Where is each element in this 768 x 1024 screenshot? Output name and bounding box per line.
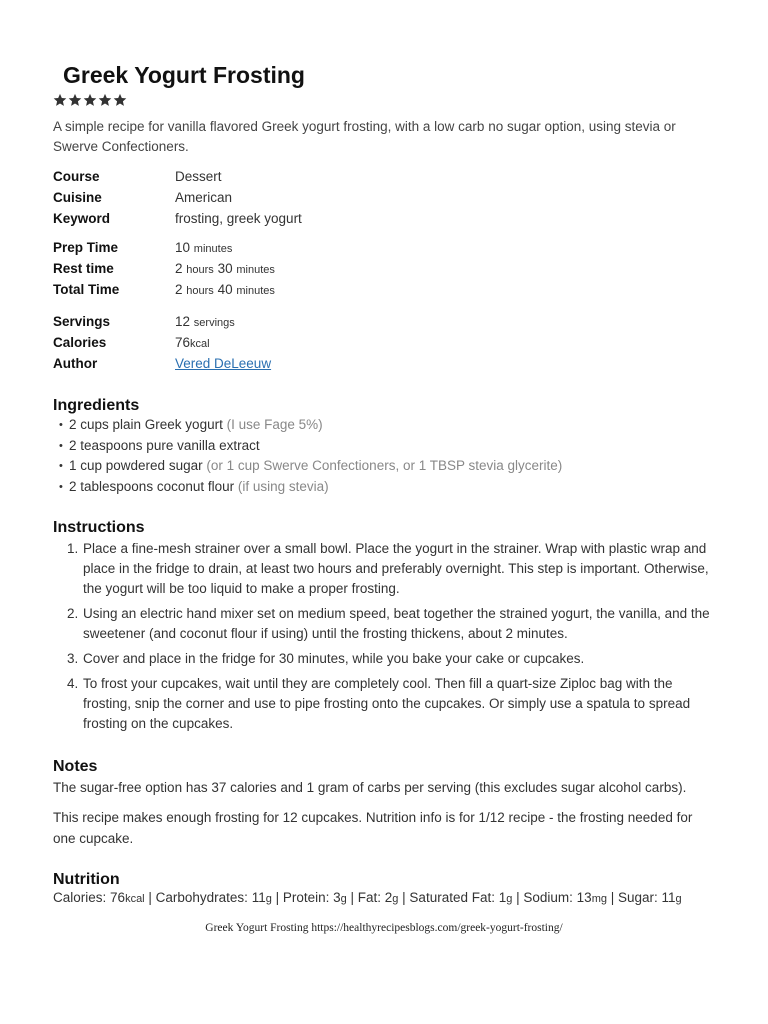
meta-label: Prep Time	[53, 240, 119, 255]
meta-row-servings	[53, 311, 713, 332]
meta-value: Dessert	[175, 169, 222, 184]
meta-label: Servings	[53, 314, 111, 329]
ingredient-item	[53, 415, 562, 436]
notes-paragraph: The sugar-free option has 37 calories and 1 gram of carbs per serving (this excludes sugar alcohol carbs).	[53, 780, 687, 795]
meta-label: Cuisine	[53, 190, 102, 205]
star-icon[interactable]	[83, 93, 97, 107]
page-footer: Greek Yogurt Frosting https://healthyrecipesblogs.com/greek-yogurt-frosting/	[205, 922, 563, 934]
step-number: 4.	[67, 676, 79, 691]
meta-label: Total Time	[53, 282, 120, 297]
meta-group-times	[53, 237, 713, 300]
author-link[interactable]: Vered DeLeeuw	[175, 356, 272, 371]
recipe-title: Greek Yogurt Frosting	[63, 62, 305, 88]
meta-row-rest-time	[53, 258, 713, 279]
instruction-step	[53, 604, 713, 644]
instructions-list	[53, 539, 713, 739]
meta-label: Author	[53, 356, 98, 371]
instruction-step	[53, 539, 713, 599]
meta-value: 10 minutes	[175, 240, 233, 255]
ingredient-text: 1 cup powdered sugar	[69, 458, 203, 473]
meta-value: 2 hours 40 minutes	[175, 282, 275, 297]
step-number: 1.	[67, 541, 79, 556]
ingredient-item	[53, 477, 562, 498]
step-text: To frost your cupcakes, wait until they are completely cool. Then fill a quart-size Ziploc bag with the frosting, snip the corner and use to pipe frosting onto the cupcakes. Or simply use a spatula to spread frosting on the cupcakes.	[83, 676, 691, 731]
meta-value: frosting, greek yogurt	[175, 211, 302, 226]
instructions-heading: Instructions	[53, 519, 145, 536]
meta-group-servings	[53, 311, 713, 374]
instruction-step	[53, 674, 713, 734]
ingredient-note: (I use Fage 5%)	[226, 417, 323, 432]
step-text: Place a fine-mesh strainer over a small bowl. Place the yogurt in the strainer. Wrap with plastic wrap and place in the fridge to drain, at least two hours and preferably overnight. This step is important. Otherwise, the yogurt will be too liquid to make a proper frosting.	[83, 541, 709, 596]
meta-label: Course	[53, 169, 100, 184]
meta-label: Rest time	[53, 261, 114, 276]
step-text: Cover and place in the fridge for 30 minutes, while you bake your cake or cupcakes.	[83, 651, 585, 666]
step-number: 3.	[67, 651, 79, 666]
ingredients-heading: Ingredients	[53, 397, 140, 414]
ingredient-text: 2 teaspoons pure vanilla extract	[69, 437, 260, 453]
meta-group-category	[53, 166, 713, 229]
ingredient-item	[53, 456, 562, 477]
meta-label: Keyword	[53, 211, 111, 226]
star-icon[interactable]	[113, 93, 127, 107]
ingredient-note: (or 1 cup Swerve Confectioners, or 1 TBSP stevia glycerite)	[206, 458, 563, 473]
star-icon[interactable]	[53, 93, 67, 107]
ingredients-list	[53, 415, 562, 497]
step-number: 2.	[67, 606, 79, 621]
star-icon[interactable]	[68, 93, 82, 107]
meta-row-cuisine	[53, 187, 713, 208]
ingredient-text: 2 cups plain Greek yogurt	[69, 417, 223, 432]
star-icon[interactable]	[98, 93, 112, 107]
meta-row-keyword	[53, 208, 713, 229]
instruction-step	[53, 649, 713, 669]
ingredient-item	[53, 436, 562, 457]
meta-row-prep-time	[53, 237, 713, 258]
meta-row-course	[53, 166, 713, 187]
step-text: Using an electric hand mixer set on medium speed, beat together the strained yogurt, the vanilla, and the sweetener (and coconut flour if using) until the frosting thickens, about 2 minutes.	[83, 606, 710, 641]
nutrition-facts: Calories: 76kcal | Carbohydrates: 11g | Protein: 3g | Fat: 2g | Saturated Fat: 1g | Sodium: 13mg | Sugar: 11g	[53, 890, 682, 905]
ingredient-note: (if using stevia)	[237, 478, 329, 494]
meta-value: 2 hours 30 minutes	[175, 261, 275, 276]
meta-value: American	[175, 190, 233, 205]
nutrition-heading: Nutrition	[53, 871, 120, 888]
recipe-summary: A simple recipe for vanilla flavored Greek yogurt frosting, with a low carb no sugar option, using stevia or Swerve Confectioners.	[53, 119, 676, 154]
ingredient-text: 2 tablespoons coconut flour	[69, 478, 235, 494]
notes-paragraph: This recipe makes enough frosting for 12 cupcakes. Nutrition info is for 1/12 recipe - the frosting needed for one cupcake.	[53, 810, 693, 846]
meta-value: 12 servings	[175, 314, 235, 329]
meta-row-total-time	[53, 279, 713, 300]
meta-row-calories	[53, 332, 713, 353]
notes-heading: Notes	[53, 758, 98, 775]
star-rating[interactable]	[53, 93, 127, 107]
meta-label: Calories	[53, 335, 107, 350]
meta-value: 76kcal	[175, 335, 210, 350]
meta-row-author	[53, 353, 713, 374]
